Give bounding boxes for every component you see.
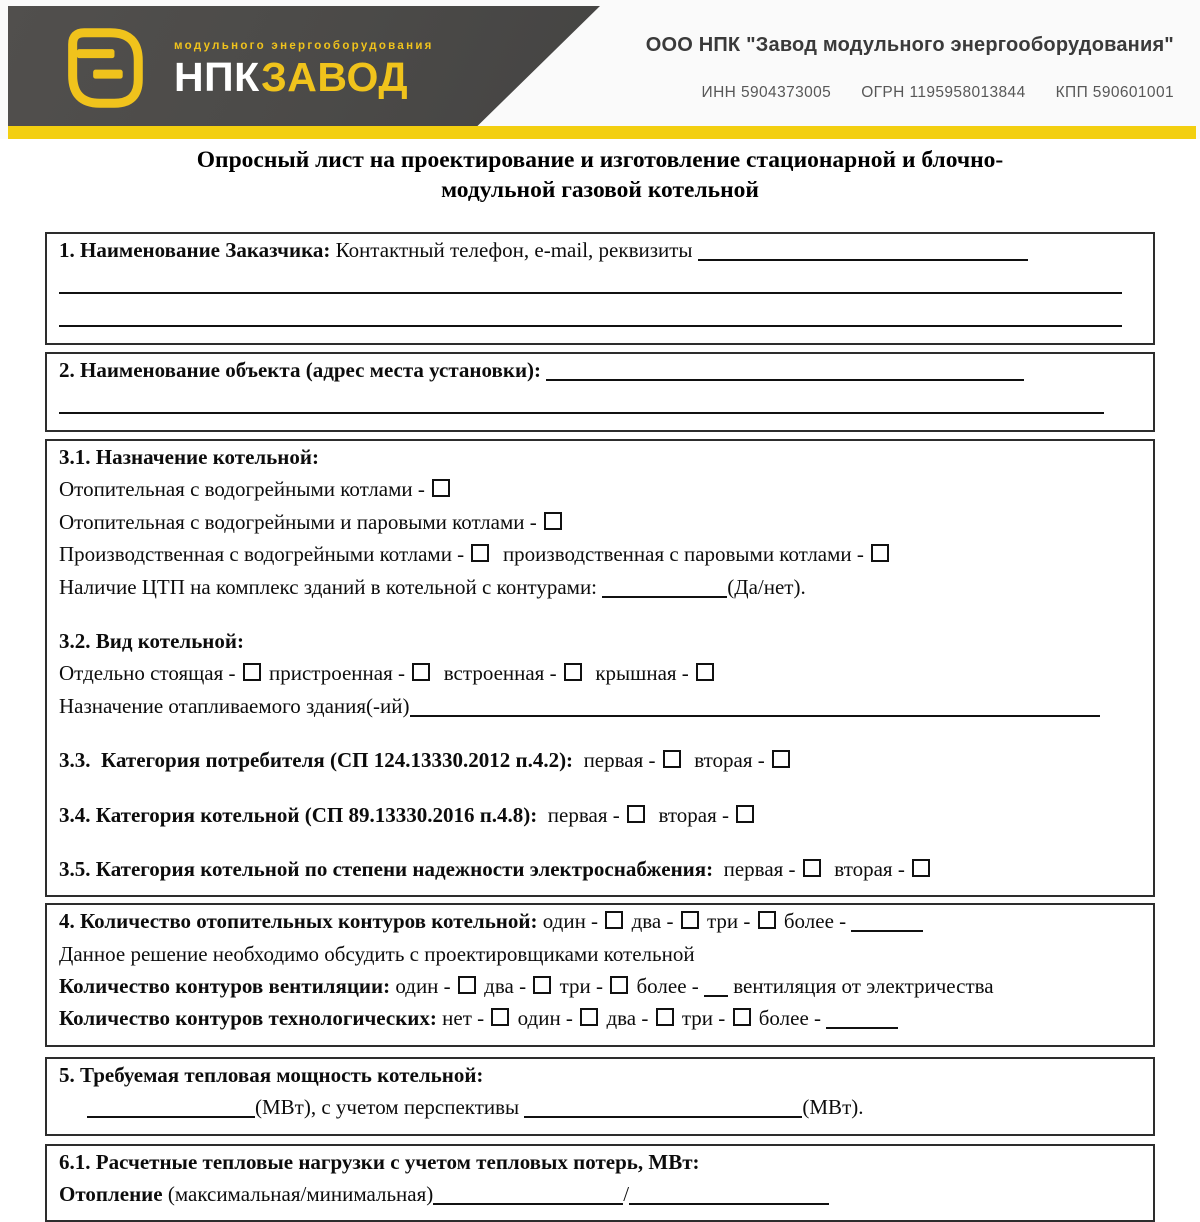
label-text: первая - xyxy=(537,802,625,827)
form-line xyxy=(59,1182,1141,1214)
blank-field[interactable] xyxy=(87,1106,255,1118)
blank-field[interactable] xyxy=(410,705,1100,717)
form-line xyxy=(59,1095,1141,1127)
form-line xyxy=(59,510,1141,542)
section-box-purpose xyxy=(45,439,1155,897)
label-text: вторая - xyxy=(647,802,735,827)
label-text: два - xyxy=(478,974,532,999)
label-text: более - xyxy=(778,909,852,934)
checkbox[interactable] xyxy=(663,750,681,768)
label-bold: 2. Наименование объекта (адрес места установки): xyxy=(59,358,547,382)
logo-a-icon xyxy=(62,26,144,110)
checkbox[interactable] xyxy=(758,911,776,929)
label-text: один - xyxy=(395,974,456,999)
label-text: два - xyxy=(626,909,679,934)
checkbox[interactable] xyxy=(912,859,930,877)
page-title-line1: Опросный лист на проектирование и изготовление стационарной и блочно- xyxy=(196,147,1004,173)
company-name: ООО НПК "Завод модульного энергооборудования" xyxy=(645,34,1174,56)
label-text: вентиляция от электричества xyxy=(728,974,994,999)
label-text: Данное решение необходимо обсудить с проектировщиками котельной xyxy=(59,941,695,966)
brand-zavod: ЗАВОД xyxy=(261,54,409,100)
label-text: Назначение отапливаемого здания(-ий) xyxy=(59,693,410,718)
blank-field[interactable] xyxy=(59,282,1122,294)
label-text: более - xyxy=(753,1006,827,1031)
label-text: производственная с паровыми котлами - xyxy=(492,542,870,567)
checkbox[interactable] xyxy=(491,1008,509,1026)
form-line xyxy=(59,629,1141,661)
label-text: вторая - xyxy=(683,748,771,773)
label-bold: Количество контуров технологических: xyxy=(59,1006,443,1031)
label-bold: 3.3. Категория потребителя (СП 124.13330.2012 п.4.2): xyxy=(59,748,574,773)
page-title xyxy=(0,145,1200,205)
section-box-object xyxy=(45,352,1155,432)
checkbox[interactable] xyxy=(696,663,714,681)
company-registration xyxy=(646,84,1174,102)
form-line xyxy=(59,575,1141,607)
checkbox[interactable] xyxy=(412,663,430,681)
form-line xyxy=(59,391,1141,424)
logo-text xyxy=(174,36,434,99)
form-line xyxy=(59,748,1141,780)
checkbox[interactable] xyxy=(471,544,489,562)
checkbox[interactable] xyxy=(656,1008,674,1026)
label-text: один - xyxy=(542,909,604,934)
checkbox[interactable] xyxy=(871,544,889,562)
form-line xyxy=(59,1063,1141,1095)
form-line xyxy=(59,271,1141,304)
checkbox[interactable] xyxy=(544,512,562,530)
label-text: пристроенная - xyxy=(263,661,411,686)
checkbox[interactable] xyxy=(458,976,476,994)
form-line xyxy=(59,445,1141,477)
label-text: Отопительная с водогрейными и паровыми котлами - xyxy=(59,509,542,534)
page-title-line2: модульной газовой котельной xyxy=(441,177,759,203)
form-line xyxy=(59,661,1141,693)
checkbox[interactable] xyxy=(580,1008,598,1026)
checkbox[interactable] xyxy=(432,479,450,497)
label-text: Контактный телефон, e-mail, реквизиты xyxy=(335,238,698,262)
blank-field[interactable] xyxy=(698,249,1028,261)
form-line xyxy=(59,304,1141,337)
section-box-circuits xyxy=(45,903,1155,1047)
blank-field[interactable] xyxy=(59,315,1122,327)
form-line xyxy=(59,909,1141,941)
checkbox[interactable] xyxy=(772,750,790,768)
form-line xyxy=(59,942,1141,974)
label-bold: 6.1. Расчетные тепловые нагрузки с учетом тепловых потерь, МВт: xyxy=(59,1149,700,1174)
label-text: первая - xyxy=(713,856,801,881)
label-text: один - xyxy=(512,1006,579,1031)
label-bold: 3.2. Вид котельной: xyxy=(59,628,244,653)
blank-field[interactable] xyxy=(851,920,923,932)
company-info xyxy=(646,34,1174,102)
checkbox[interactable] xyxy=(610,976,628,994)
form-sections xyxy=(45,232,1155,1222)
checkbox[interactable] xyxy=(605,911,623,929)
blank-field[interactable] xyxy=(704,985,728,997)
brand-npk: НПК xyxy=(174,54,262,100)
checkbox[interactable] xyxy=(533,976,551,994)
page-header xyxy=(0,0,1200,139)
label-text: (Да/нет). xyxy=(727,574,806,599)
label-text: вторая - xyxy=(823,856,911,881)
checkbox[interactable] xyxy=(243,663,261,681)
label-bold: 3.4. Категория котельной (СП 89.13330.2016 п.4.8): xyxy=(59,802,538,827)
label-text: нет - xyxy=(442,1006,490,1031)
label-bold: 3.5. Категория котельной по степени надежности электроснабжения: xyxy=(59,856,714,881)
checkbox[interactable] xyxy=(627,805,645,823)
label-text: (МВт), с учетом перспективы xyxy=(255,1095,525,1120)
blank-field[interactable] xyxy=(546,369,1024,381)
section-box-customer xyxy=(45,232,1155,345)
label-text: Отдельно стоящая - xyxy=(59,661,241,686)
label-text: три - xyxy=(676,1006,731,1031)
label-text: три - xyxy=(701,909,756,934)
label-text: Производственная с водогрейными котлами - xyxy=(59,542,470,567)
form-line xyxy=(59,1006,1141,1038)
label-text: первая - xyxy=(573,748,661,773)
yellow-stripe xyxy=(8,126,1196,139)
blank-field[interactable] xyxy=(602,586,727,598)
checkbox[interactable] xyxy=(733,1008,751,1026)
section-box-power xyxy=(45,1057,1155,1136)
form-line xyxy=(59,803,1141,835)
blank-field[interactable] xyxy=(826,1017,898,1029)
checkbox[interactable] xyxy=(681,911,699,929)
company-ogrn: ОГРН 1195958013844 xyxy=(861,84,1026,101)
section-box-loads xyxy=(45,1144,1155,1222)
label-text: (максимальная/минимальная) xyxy=(167,1182,434,1207)
label-text: два - xyxy=(601,1006,654,1031)
blank-field[interactable] xyxy=(524,1106,802,1118)
label-text: / xyxy=(623,1182,630,1207)
label-bold: 4. Количество отопительных контуров котельной: xyxy=(59,909,543,934)
form-line xyxy=(59,726,1141,748)
label-text: Отопительная с водогрейными котлами - xyxy=(59,477,431,502)
form-line xyxy=(59,1150,1141,1182)
form-line xyxy=(59,857,1141,889)
company-inn: ИНН 5904373005 xyxy=(701,84,832,101)
form-line xyxy=(59,607,1141,629)
label-bold: Количество контуров вентиляции: xyxy=(59,974,396,999)
label-text: Наличие ЦТП на комплекс зданий в котельной с контурами: xyxy=(59,574,603,599)
checkbox[interactable] xyxy=(736,805,754,823)
label-bold: 5. Требуемая тепловая мощность котельной: xyxy=(59,1062,484,1087)
checkbox[interactable] xyxy=(803,859,821,877)
blank-field[interactable] xyxy=(59,402,1104,414)
blank-field[interactable] xyxy=(433,1193,623,1205)
form-line xyxy=(59,477,1141,509)
form-line xyxy=(59,542,1141,574)
logo-tagline: модульного энергооборудования xyxy=(174,40,434,52)
label-bold: Отопление xyxy=(59,1182,168,1207)
form-line xyxy=(59,694,1141,726)
company-kpp: КПП 590601001 xyxy=(1055,84,1174,101)
label-bold: 3.1. Назначение котельной: xyxy=(59,445,319,469)
blank-field[interactable] xyxy=(629,1193,829,1205)
label-text: более - xyxy=(631,974,705,999)
label-bold: 1. Наименование Заказчика: xyxy=(59,238,336,262)
form-line xyxy=(59,974,1141,1006)
label-text: крышная - xyxy=(584,661,695,686)
form-line xyxy=(59,835,1141,857)
label-text: встроенная - xyxy=(433,661,562,686)
form-line xyxy=(59,781,1141,803)
form-line xyxy=(59,358,1141,391)
logo-brand xyxy=(174,56,434,99)
form-line xyxy=(59,238,1141,271)
indent-spacer xyxy=(59,1113,87,1114)
label-text: три - xyxy=(554,974,609,999)
label-text: (МВт). xyxy=(802,1095,864,1120)
company-logo xyxy=(62,26,434,110)
checkbox[interactable] xyxy=(564,663,582,681)
